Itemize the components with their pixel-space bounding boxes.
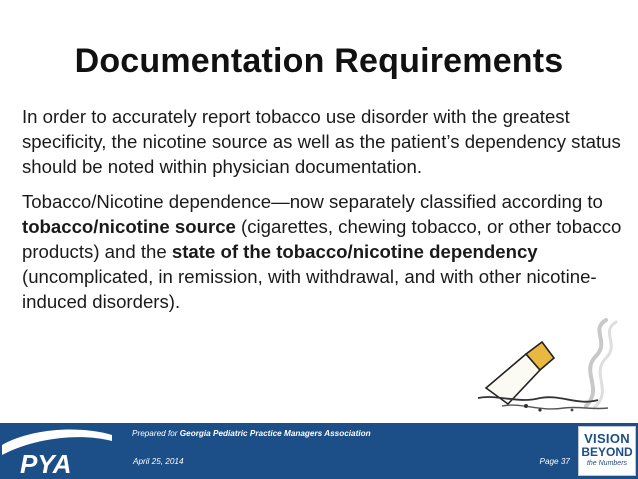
pya-logo — [0, 423, 118, 479]
prepared-for — [132, 429, 392, 439]
slide-body — [22, 104, 622, 324]
dependence-text-2: (cigarettes, chewing tobacco, or other tobacco products) and the — [22, 216, 622, 262]
dependency-state-emphasis: state of the tobacco/nicotine dependency — [171, 241, 538, 262]
slide-title: Documentation Requirements — [74, 42, 564, 80]
footer-date: April 25, 2014 — [133, 457, 184, 466]
vision-line2: BEYOND — [581, 445, 633, 459]
paragraph-documentation: In order to accurately report tobacco use disorder with the greatest specificity, the nicotine source as well as the patient’s dependency status should be noted within physician documentation. — [22, 106, 621, 177]
vision-line3: the Numbers — [586, 460, 628, 467]
dependence-text-3: (uncomplicated, in remission, with withdrawal, and with other nicotine-induced disorders). — [22, 266, 597, 312]
paragraph-dependence — [22, 189, 622, 314]
page-number: Page 37 — [539, 457, 570, 466]
vision-line1: VISION — [584, 431, 630, 446]
nicotine-source-emphasis: tobacco/nicotine source — [22, 216, 236, 237]
vision-beyond-logo — [578, 426, 636, 476]
pya-logo-text: PYA — [20, 449, 72, 479]
cigarette-icon — [468, 318, 633, 420]
prepared-org: Georgia Pediatric Practice Managers Association — [179, 429, 371, 438]
prepared-prefix: Prepared for — [132, 429, 180, 438]
dependence-text-1: Tobacco/Nicotine dependence—now separately classified according to — [22, 191, 603, 212]
footer-bar — [0, 423, 638, 479]
